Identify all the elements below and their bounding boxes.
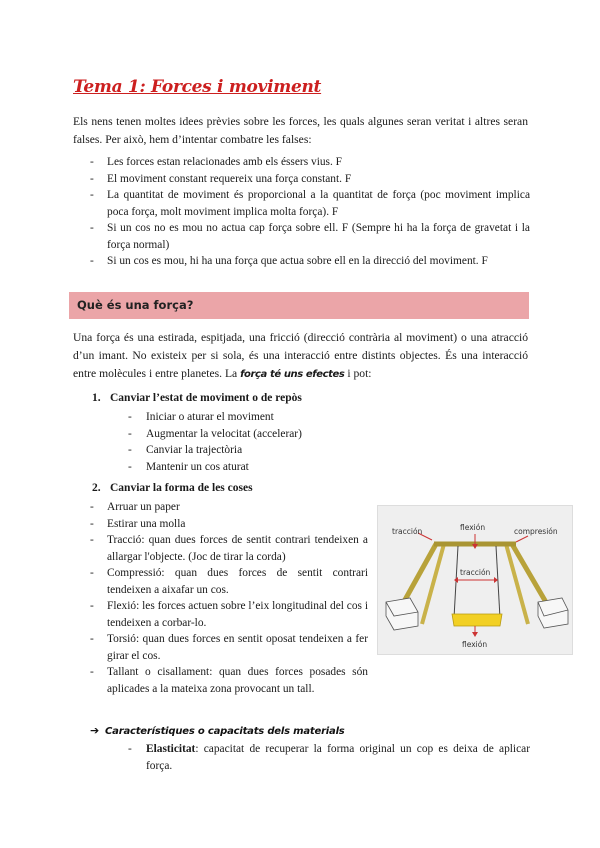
label-compresion: compresión xyxy=(514,527,558,536)
list-item: - Si un cos es mou, hi ha una força que actua sobre ell en la direcció del moviment. F xyxy=(90,253,530,270)
list-item: - Si un cos no es mou no actua cap força sobre ell. F (Sempre hi ha la força de gravetat i la força normal) xyxy=(90,220,530,253)
arrow-right-icon: ➔ xyxy=(90,724,100,737)
definition-tail: i pot: xyxy=(344,367,372,380)
list-item: - Les forces estan relacionades amb els éssers vius. F xyxy=(90,154,530,171)
materials-heading xyxy=(90,724,345,737)
definition-paragraph xyxy=(73,329,528,384)
effect-1-heading xyxy=(92,392,302,404)
list-item: - Estirar una molla xyxy=(90,516,368,533)
elasticity-term: Elasticitat xyxy=(146,743,196,755)
effect-2-list xyxy=(90,499,368,697)
list-item: - Torsió: quan dues forces en sentit oposat tendeixen a fer girar el cos. xyxy=(90,631,368,664)
list-item: - Tallant o cisallament: quan dues forces posades són aplicades a la mateixa zona provocant un tall. xyxy=(90,664,368,697)
list-item: - La quantitat de moviment és proporcional a la quantitat de força (poc moviment implica poca força, molt moviment implica molta força). F xyxy=(90,187,530,220)
misconceptions-list xyxy=(90,154,530,270)
effect-2-heading xyxy=(92,482,253,494)
list-item: - Compressió: quan dues forces de sentit contrari tendeixen a aixafar un cos. xyxy=(90,565,368,598)
list-item: - Tracció: quan dues forces de sentit contrari tendeixen a allargar l'objecte. (Joc de tirar la corda) xyxy=(90,532,368,565)
list-item: - Arruar un paper xyxy=(90,499,368,516)
intro-paragraph: Els nens tenen moltes idees prèvies sobre les forces, les quals algunes seran veritat i altres seran falses. Per això, hem d’intentar combatre les falses: xyxy=(73,115,528,146)
effect-1-list xyxy=(128,409,302,475)
effect-2-number: 2. xyxy=(92,482,101,494)
section-title: Què és una força? xyxy=(77,298,194,312)
definition-highlight: força té uns efectes xyxy=(240,369,345,380)
materials-list xyxy=(128,741,530,774)
list-item: - Mantenir un cos aturat xyxy=(128,459,302,476)
elasticity-text: : capacitat de recuperar la forma original un cop es deixa de aplicar força. xyxy=(146,743,530,772)
label-traccion-left: tracción xyxy=(392,527,423,536)
label-traccion-mid: tracción xyxy=(460,568,491,577)
effect-2-title: Canviar la forma de les coses xyxy=(110,482,253,494)
effect-1-number: 1. xyxy=(92,392,101,404)
page-title: Tema 1: Forces i moviment xyxy=(73,77,322,97)
label-flexion-top: flexión xyxy=(460,523,486,532)
effect-1-title: Canviar l’estat de moviment o de repòs xyxy=(110,392,302,404)
list-item: - Iniciar o aturar el moviment xyxy=(128,409,302,426)
list-item: - Flexió: les forces actuen sobre l’eix longitudinal del cos i tendeixen a corbar-lo. xyxy=(90,598,368,631)
definition-text: Una força és una estirada, espitjada, una fricció (direcció contrària al moviment) o una atracció d’un imant. No existeix per si sola, és una interacció entre distints objectes. És una interacció entre molècules i entre planetes. La xyxy=(73,331,528,380)
label-flexion-bottom: flexión xyxy=(462,640,488,649)
list-item: - El moviment constant requereix una força constant. F xyxy=(90,171,530,188)
section-header-band xyxy=(69,292,529,319)
forces-swing-illustration xyxy=(377,505,573,655)
materials-heading-text: Característiques o capacitats dels materials xyxy=(105,726,345,737)
list-item: - Augmentar la velocitat (accelerar) xyxy=(128,426,302,443)
list-item xyxy=(128,741,530,774)
list-item: - Canviar la trajectòria xyxy=(128,442,302,459)
